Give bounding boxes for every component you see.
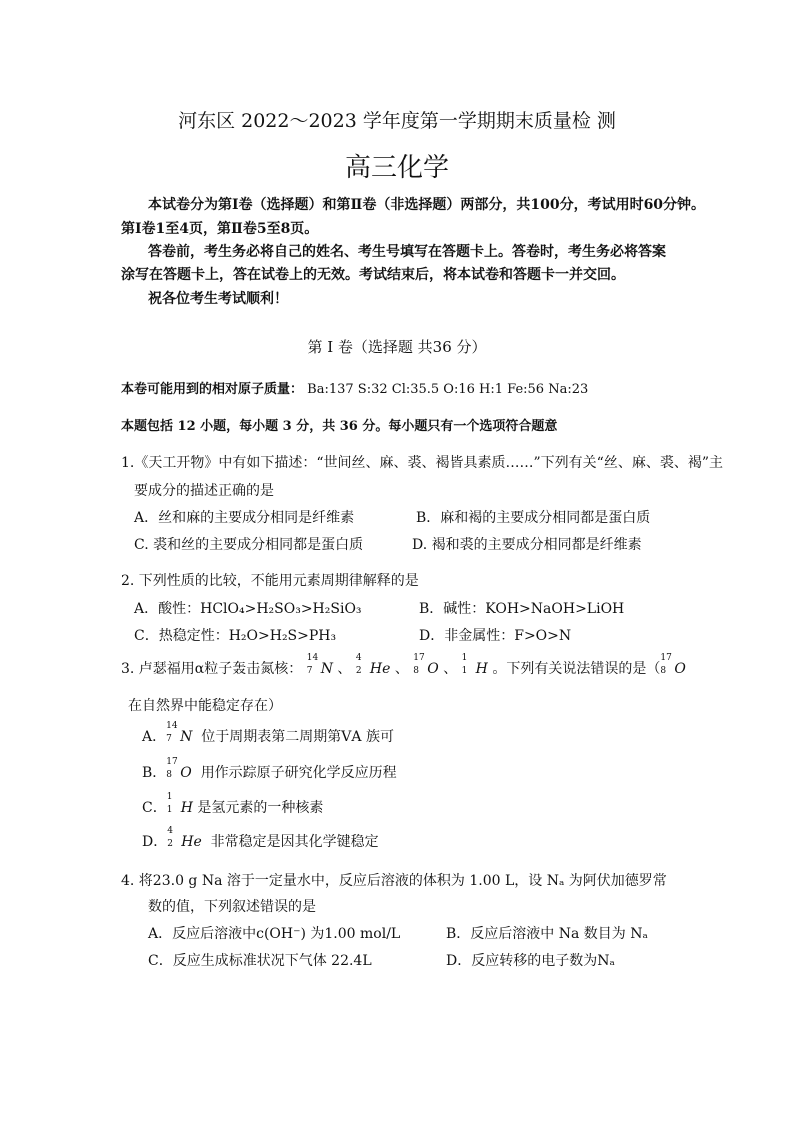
intro-line-3: 答卷前，考生务必将自己的姓名、考生号填写在答题卡上。答卷时，考生务必将答案	[148, 244, 666, 260]
q3-option-a: A． 14 7 N 位于周期表第二周期第ⅤA 族可	[142, 721, 394, 745]
q4-stem-2: 数的值，下列叙述错误的是	[148, 899, 316, 915]
atomic-mass-values: Ba:137 S:32 Cl:35.5 O:16 H:1 Fe:56 Na:23	[307, 382, 589, 397]
q2-option-c: C．热稳定性：H₂O>H₂S>PH₃	[134, 628, 337, 644]
q3-stem-2: 在自然界中能稳定存在）	[128, 698, 282, 714]
q4-option-a: A．反应后溶液中c(OH⁻) 为1.00 mol/L	[148, 926, 401, 942]
q3-option-c: C． 1 1 H 是氢元素的一种核素	[142, 792, 324, 816]
q4-stem-1: 4. 将23.0 g Na 溶于一定量水中，反应后溶液的体积为 1.00 L，设 Nₐ 为阿伏加德罗常	[121, 873, 667, 889]
q3-option-d: D． 4 2 He 非常稳定是因其化学键稳定	[142, 826, 379, 850]
q4-option-c: C．反应生成标准状况下气体 22.4L	[148, 953, 372, 969]
nitrogen-14-nuclide: 14 7	[306, 653, 319, 676]
oxygen-17-note-nuclide: 17 8	[660, 653, 672, 676]
intro-line-4: 涂写在答题卡上，答在试卷上的无效。考试结束后，将本试卷和答题卡一并交回。	[121, 267, 625, 283]
section-title: 第 I 卷（选择题 共36 分）	[307, 338, 487, 356]
q1-option-c: C. 裘和丝的主要成分相同都是蛋白质	[134, 537, 364, 553]
q2-option-a: A．酸性：HClO₄>H₂SO₃>H₂SiO₃	[134, 601, 362, 617]
q3-stem-start: 3. 卢瑟福用α粒子轰击氮核：	[121, 661, 303, 677]
q3-option-b: B． 17 8 O 用作示踪原子研究化学反应历程	[142, 757, 397, 781]
q4-option-d: D．反应转移的电子数为Nₐ	[446, 953, 615, 969]
exam-title: 河东区 2022～2023 学年度第一学期期末质量检 测	[178, 110, 616, 132]
q2-stem: 2. 下列性质的比较，不能用元素周期律解释的是	[121, 573, 419, 589]
q1-option-d: D. 褐和裘的主要成分相同都是纤维素	[412, 537, 642, 553]
atomic-mass-label: 本卷可能用到的相对原子质量：	[121, 382, 304, 397]
q1-option-a: A．丝和麻的主要成分相同是纤维素	[134, 510, 355, 526]
q2-option-b: B．碱性：KOH>NaOH>LiOH	[419, 601, 625, 617]
atomic-mass-line	[121, 378, 588, 397]
section-note: 本题包括 12 小题，每小题 3 分，共 36 分。每小题只有一个选项符合题意	[121, 419, 558, 434]
q1-stem-1: 1.《天工开物》中有如下描述：“世间丝、麻、裘、褐皆具素质……”下列有关“丝、麻、裘、褐”主	[121, 455, 723, 471]
q2-option-d: D．非金属性：F>O>N	[419, 628, 572, 644]
intro-line-5: 祝各位考生考试顺利！	[148, 291, 288, 307]
q3-stem-1: 3. 卢瑟福用α粒子轰击氮核： 14 7 N 、 4 2 He 、 17 8 O 、 1 1 H 。下列有关说法错误的是（ 17 8 O	[121, 653, 686, 677]
subject-title: 高三化学	[344, 153, 449, 183]
intro-line-2: 第Ⅰ卷1至4页，第Ⅱ卷5至8页。	[121, 221, 319, 237]
q4-option-b: B．反应后溶液中 Na 数目为 Nₐ	[446, 926, 648, 942]
q1-option-b: B．麻和褐的主要成分相同都是蛋白质	[416, 510, 651, 526]
oxygen-17-nuclide: 17 8	[413, 653, 425, 676]
hydrogen-1-nuclide: 1 1	[461, 653, 468, 676]
intro-line-1: 本试卷分为第Ⅰ卷（选择题）和第Ⅱ卷（非选择题）两部分，共100分，考试用时60分钟。	[148, 197, 706, 213]
q3-stem-end: 。下列有关说法错误的是（	[492, 661, 661, 677]
helium-4-nuclide: 4 2	[355, 653, 362, 676]
q1-stem-2: 要成分的描述正确的是	[134, 483, 274, 499]
